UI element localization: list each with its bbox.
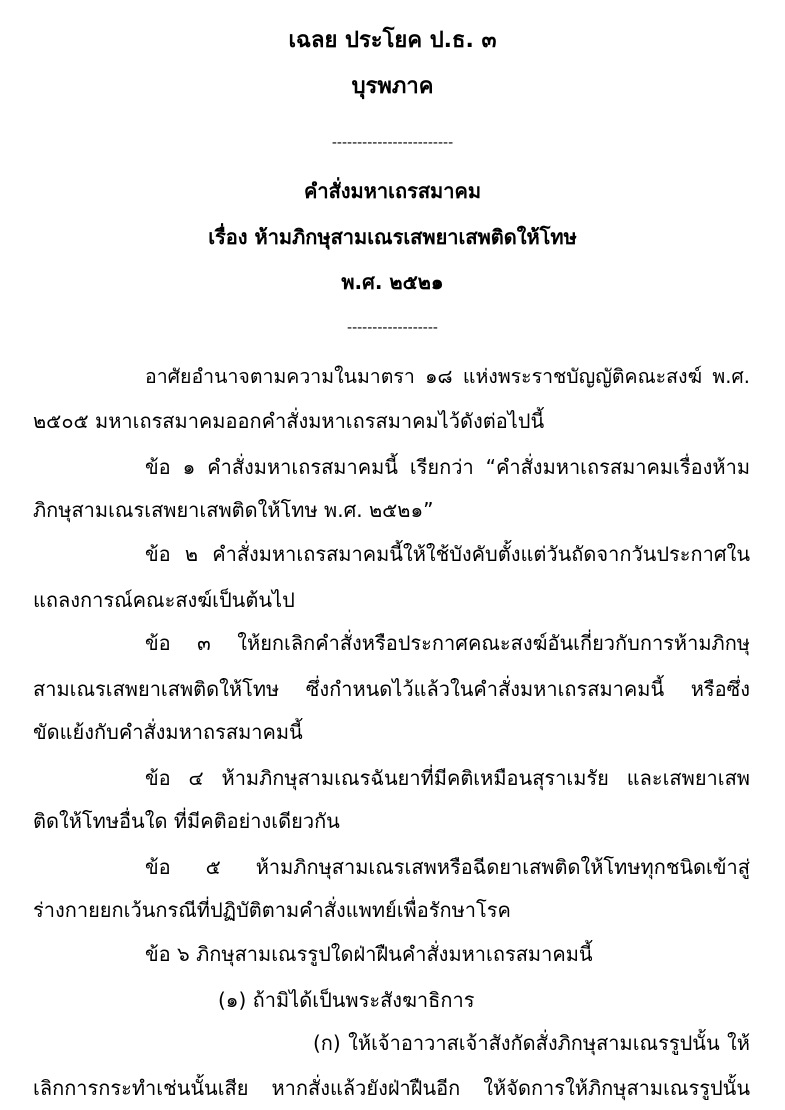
paragraph-line: ข้อ ๔ ห้ามภิกษุสามเณรฉันยาที่มีคติเหมือนสุราเมรัย และเสพยาเสพ <box>145 766 750 790</box>
paragraph-line: เลิกการกระทำเช่นนั้นเสีย หากสั่งแล้วยังฝ่าฝืนอีก ให้จัดการให้ภิกษุสามเณรรูปนั้น <box>33 1076 750 1100</box>
paragraph-line: (ก) ให้เจ้าอาวาสเจ้าสังกัดสั่งภิกษุสามเณรรูปนั้น ให้ <box>313 1031 750 1055</box>
separator-top: ------------------------ <box>331 135 454 151</box>
paragraph-line: ภิกษุสามเณรเสพยาเสพติดให้โทษ พ.ศ. ๒๕๒๑” <box>33 498 434 522</box>
separator-bottom: ------------------ <box>347 320 438 336</box>
document-title: เฉลย ประโยค ป.ธ. ๓ <box>288 28 497 53</box>
order-year: พ.ศ. ๒๕๒๑ <box>341 270 444 294</box>
paragraph-line: ข้อ ๒ คำสั่งมหาเถรสมาคมนี้ให้ใช้บังคับตั้งแต่วันถัดจากวันประกาศใน <box>145 542 750 566</box>
paragraph-line: ๒๕๐๕ มหาเถรสมาคมออกคำสั่งมหาเถรสมาคมไว้ดังต่อไปนี้ <box>33 409 545 433</box>
order-title: คำสั่งมหาเถรสมาคม <box>303 179 482 203</box>
paragraph-line: ติดให้โทษอื่นใด ที่มีคติอย่างเดียวกัน <box>33 809 340 833</box>
paragraph-line: ร่างกายยกเว้นกรณีที่ปฏิบัติตามคำสั่งแพทย์เพื่อรักษาโรค <box>33 898 511 922</box>
section-heading: บุรพภาค <box>351 74 434 99</box>
paragraph-line: ขัดแย้งกับคำสั่งมหาถรสมาคมนี้ <box>33 720 303 744</box>
paragraph-line: (๑) ถ้ามิได้เป็นพระสังฆาธิการ <box>218 988 475 1012</box>
paragraph-line: ข้อ ๖ ภิกษุสามเณรรูปใดฝ่าฝืนคำสั่งมหาเถรสมาคมนี้ <box>145 942 593 966</box>
paragraph-line: ข้อ ๓ ให้ยกเลิกคำสั่งหรือประกาศคณะสงฆ์อันเกี่ยวกับการห้ามภิกษุ <box>145 631 750 655</box>
paragraph-line: อาศัยอำนาจตามความในมาตรา ๑๘ แห่งพระราชบัญญัติคณะสงฆ์ พ.ศ. <box>145 365 750 388</box>
paragraph-line: สามเณรเสพยาเสพติดให้โทษ ซึ่งกำหนดไว้แล้วในคำสั่งมหาเถรสมาคมนี้ หรือซึ่ง <box>33 677 750 701</box>
paragraph-line: ข้อ ๑ คำสั่งมหาเถรสมาคมนี้ เรียกว่า “คำสั่งมหาเถรสมาคมเรื่องห้าม <box>145 455 750 479</box>
paragraph-line: แถลงการณ์คณะสงฆ์เป็นต้นไป <box>33 588 295 612</box>
paragraph-line: ข้อ ๕ ห้ามภิกษุสามเณรเสพหรือฉีดยาเสพติดให้โทษทุกชนิดเข้าสู่ <box>145 855 750 879</box>
order-subject: เรื่อง ห้ามภิกษุสามเณรเสพยาเสพติดให้โทษ <box>208 225 577 249</box>
